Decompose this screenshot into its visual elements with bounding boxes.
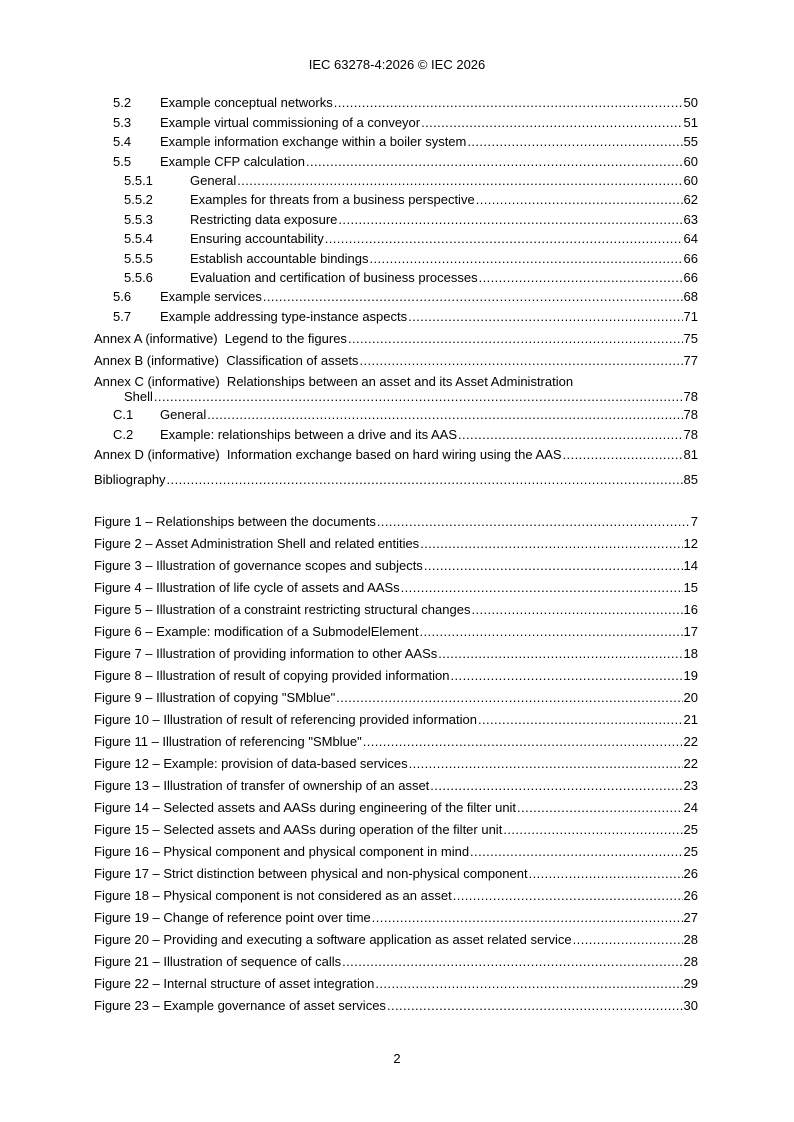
dot-leader xyxy=(471,599,682,621)
dot-leader xyxy=(237,171,682,190)
toc-number: 5.5.1 xyxy=(124,172,153,188)
toc-entry-bibliography[interactable] xyxy=(94,467,698,489)
toc-page: 60 xyxy=(683,172,698,188)
dot-leader xyxy=(306,152,683,171)
figure-title: Figure 21 – Illustration of sequence of calls xyxy=(94,954,342,969)
figure-entry[interactable] xyxy=(94,599,698,621)
dot-leader xyxy=(377,511,690,533)
toc-number: C.1 xyxy=(113,406,134,422)
toc-title: Examples for threats from a business perspective xyxy=(190,192,475,208)
figure-entry[interactable] xyxy=(94,665,698,687)
toc-number: 5.5.2 xyxy=(124,192,153,208)
figure-page: 7 xyxy=(690,514,698,529)
toc-entry-annex-a[interactable] xyxy=(94,326,698,348)
figure-title: Figure 19 – Change of reference point over time xyxy=(94,910,371,925)
toc-page: 60 xyxy=(683,153,698,169)
toc-title: Example virtual commissioning of a conveyor xyxy=(160,114,421,130)
figure-page: 22 xyxy=(683,756,698,771)
dot-leader xyxy=(375,973,682,995)
toc-page: 75 xyxy=(683,330,698,346)
toc-entry-5-6[interactable] xyxy=(94,287,698,306)
figure-page: 25 xyxy=(683,822,698,837)
figure-page: 22 xyxy=(683,734,698,749)
toc-number: 5.5.5 xyxy=(124,250,153,266)
toc-title: Example conceptual networks xyxy=(160,95,333,111)
dot-leader xyxy=(451,665,683,687)
figure-title: Figure 10 – Illustration of result of referencing provided information xyxy=(94,712,477,727)
dot-leader xyxy=(263,287,683,306)
toc-page: 50 xyxy=(683,95,698,111)
figure-entry[interactable] xyxy=(94,753,698,775)
toc-title: Example services xyxy=(160,289,262,305)
toc-page: 77 xyxy=(683,352,698,368)
figure-page: 29 xyxy=(683,976,698,991)
toc-title: Annex A (informative) Legend to the figures xyxy=(94,330,347,346)
figure-entry[interactable] xyxy=(94,533,698,555)
dot-leader xyxy=(478,709,683,731)
figure-entry[interactable] xyxy=(94,907,698,929)
figure-page: 28 xyxy=(683,954,698,969)
table-of-contents xyxy=(94,93,698,489)
toc-entry-5-4[interactable] xyxy=(94,132,698,151)
figure-entry[interactable] xyxy=(94,621,698,643)
toc-entry-5-5-2[interactable] xyxy=(94,190,698,209)
toc-entry-annex-b[interactable] xyxy=(94,348,698,370)
figure-entry[interactable] xyxy=(94,577,698,599)
dot-leader xyxy=(573,929,683,951)
toc-title: General xyxy=(160,406,207,422)
dot-leader xyxy=(401,577,683,599)
toc-entry-c-1[interactable] xyxy=(94,404,698,424)
toc-page: 68 xyxy=(683,289,698,305)
dot-leader xyxy=(479,268,683,287)
toc-page: 85 xyxy=(683,471,698,487)
toc-page: 63 xyxy=(683,211,698,227)
figure-entry[interactable] xyxy=(94,687,698,709)
dot-leader xyxy=(372,907,683,929)
figure-entry[interactable] xyxy=(94,511,698,533)
figure-page: 27 xyxy=(683,910,698,925)
toc-page: 62 xyxy=(683,192,698,208)
figure-title: Figure 9 – Illustration of copying "SMblue" xyxy=(94,690,336,705)
figure-entry[interactable] xyxy=(94,555,698,577)
toc-entry-annex-c[interactable] xyxy=(94,374,698,404)
toc-title: Ensuring accountability xyxy=(190,231,324,247)
dot-leader xyxy=(342,951,682,973)
toc-page: 66 xyxy=(683,269,698,285)
figure-entry[interactable] xyxy=(94,709,698,731)
figure-title: Figure 13 – Illustration of transfer of ownership of an asset xyxy=(94,778,430,793)
figure-entry[interactable] xyxy=(94,973,698,995)
figure-page: 21 xyxy=(683,712,698,727)
toc-entry-5-3[interactable] xyxy=(94,112,698,131)
figure-page: 30 xyxy=(683,998,698,1013)
dot-leader xyxy=(409,753,683,775)
figure-title: Figure 3 – Illustration of governance scopes and subjects xyxy=(94,558,423,573)
dot-leader xyxy=(467,132,682,151)
figure-page: 16 xyxy=(683,602,698,617)
dot-leader xyxy=(348,329,683,348)
toc-title: Establish accountable bindings xyxy=(190,250,369,266)
dot-leader xyxy=(359,351,682,370)
dot-leader xyxy=(363,731,683,753)
toc-entry-5-5-6[interactable] xyxy=(94,268,698,287)
toc-entry-c-2[interactable] xyxy=(94,424,698,444)
figure-title: Figure 22 – Internal structure of asset integration xyxy=(94,976,375,991)
dot-leader xyxy=(325,229,683,248)
dot-leader xyxy=(424,555,683,577)
toc-number: 5.5.4 xyxy=(124,231,153,247)
dot-leader xyxy=(438,643,682,665)
figure-title: Figure 2 – Asset Administration Shell and related entities xyxy=(94,536,420,551)
dot-leader xyxy=(503,819,682,841)
toc-page: 78 xyxy=(683,426,698,442)
figure-title: Figure 11 – Illustration of referencing "SMblue" xyxy=(94,734,362,749)
dot-leader xyxy=(334,93,683,112)
toc-title: Evaluation and certification of business processes xyxy=(190,269,478,285)
figure-title: Figure 17 – Strict distinction between physical and non-physical component xyxy=(94,866,528,881)
figure-title: Figure 8 – Illustration of result of copying provided information xyxy=(94,668,450,683)
toc-title: Annex D (informative) Information exchange based on hard wiring using the AAS xyxy=(94,446,562,462)
figure-entry[interactable] xyxy=(94,841,698,863)
figure-page: 14 xyxy=(683,558,698,573)
figure-title: Figure 18 – Physical component is not considered as an asset xyxy=(94,888,452,903)
toc-number: 5.5.6 xyxy=(124,269,153,285)
figure-title: Figure 16 – Physical component and physical component in mind xyxy=(94,844,470,859)
toc-title: Restricting data exposure xyxy=(190,211,338,227)
toc-title-continuation: Shell xyxy=(124,388,153,404)
dot-leader xyxy=(420,533,682,555)
figure-title: Figure 23 – Example governance of asset services xyxy=(94,998,386,1013)
toc-entry-5-5-4[interactable] xyxy=(94,229,698,248)
figure-title: Figure 14 – Selected assets and AASs during engineering of the filter unit xyxy=(94,800,517,815)
figure-entry[interactable] xyxy=(94,819,698,841)
toc-number: 5.5.3 xyxy=(124,211,153,227)
figure-page: 28 xyxy=(683,932,698,947)
figure-page: 18 xyxy=(683,646,698,661)
toc-number: C.2 xyxy=(113,426,134,442)
figure-title: Figure 5 – Illustration of a constraint restricting structural changes xyxy=(94,602,471,617)
toc-number: 5.3 xyxy=(113,114,132,130)
figure-title: Figure 6 – Example: modification of a SubmodelElement xyxy=(94,624,419,639)
toc-entry-annex-d[interactable] xyxy=(94,444,698,464)
toc-page: 71 xyxy=(683,308,698,324)
figure-entry[interactable] xyxy=(94,885,698,907)
toc-page: 78 xyxy=(683,388,698,404)
figure-page: 19 xyxy=(683,668,698,683)
page-header: IEC 63278-4:2026 © IEC 2026 xyxy=(308,57,486,72)
toc-number: 5.6 xyxy=(113,289,132,305)
figure-page: 26 xyxy=(683,888,698,903)
figure-entry[interactable] xyxy=(94,863,698,885)
figure-entry[interactable] xyxy=(94,951,698,973)
dot-leader xyxy=(430,775,682,797)
figure-page: 23 xyxy=(683,778,698,793)
figure-page: 15 xyxy=(683,580,698,595)
figure-entry[interactable] xyxy=(94,775,698,797)
toc-title: Example addressing type-instance aspects xyxy=(160,308,408,324)
toc-page: 81 xyxy=(683,446,698,462)
toc-title: Example: relationships between a drive and its AAS xyxy=(160,426,458,442)
toc-page: 78 xyxy=(683,406,698,422)
figure-page: 20 xyxy=(683,690,698,705)
toc-title: Example CFP calculation xyxy=(160,153,305,169)
figure-page: 26 xyxy=(683,866,698,881)
figure-title: Figure 20 – Providing and executing a software application as asset related service xyxy=(94,932,572,947)
dot-leader xyxy=(470,841,682,863)
toc-page: 66 xyxy=(683,250,698,266)
dot-leader xyxy=(529,863,683,885)
dot-leader xyxy=(421,113,682,132)
list-of-figures xyxy=(94,511,698,1017)
dot-leader xyxy=(154,389,683,404)
figure-page: 17 xyxy=(683,624,698,639)
toc-entry-5-5[interactable] xyxy=(94,151,698,170)
figure-title: Figure 15 – Selected assets and AASs during operation of the filter unit xyxy=(94,822,503,837)
dot-leader xyxy=(370,249,683,268)
figure-title: Figure 12 – Example: provision of data-based services xyxy=(94,756,408,771)
dot-leader xyxy=(419,621,682,643)
toc-title: Annex C (informative) Relationships between an asset and its Asset Administration xyxy=(94,373,574,389)
dot-leader xyxy=(336,687,682,709)
toc-entry-5-5-1[interactable] xyxy=(94,171,698,190)
toc-number: 5.5 xyxy=(113,153,132,169)
dot-leader xyxy=(167,470,683,489)
figure-entry[interactable] xyxy=(94,797,698,819)
dot-leader xyxy=(408,307,682,326)
toc-page: 51 xyxy=(683,114,698,130)
toc-number: 5.7 xyxy=(113,308,132,324)
toc-title: General xyxy=(190,172,237,188)
page-number: 2 xyxy=(393,1051,401,1066)
dot-leader xyxy=(476,190,683,209)
dot-leader xyxy=(517,797,682,819)
dot-leader xyxy=(453,885,683,907)
toc-entry-5-7[interactable] xyxy=(94,306,698,325)
figure-entry[interactable] xyxy=(94,643,698,665)
figure-title: Figure 7 – Illustration of providing information to other AASs xyxy=(94,646,438,661)
toc-number: 5.4 xyxy=(113,134,132,150)
toc-title: Bibliography xyxy=(94,471,166,487)
figure-title: Figure 4 – Illustration of life cycle of assets and AASs xyxy=(94,580,400,595)
dot-leader xyxy=(458,425,683,444)
figure-page: 12 xyxy=(683,536,698,551)
toc-title: Annex B (informative) Classification of assets xyxy=(94,352,359,368)
figure-page: 24 xyxy=(683,800,698,815)
figure-page: 25 xyxy=(683,844,698,859)
toc-page: 55 xyxy=(683,134,698,150)
dot-leader xyxy=(387,995,683,1017)
toc-page: 64 xyxy=(683,231,698,247)
toc-title: Example information exchange within a boiler system xyxy=(160,134,467,150)
toc-entry-5-2[interactable] xyxy=(94,93,698,112)
figure-entry[interactable] xyxy=(94,929,698,951)
toc-number: 5.2 xyxy=(113,95,132,111)
figure-entry[interactable] xyxy=(94,731,698,753)
dot-leader xyxy=(207,405,682,424)
dot-leader xyxy=(563,445,683,464)
toc-entry-5-5-3[interactable] xyxy=(94,209,698,228)
toc-entry-5-5-5[interactable] xyxy=(94,248,698,267)
figure-title: Figure 1 – Relationships between the documents xyxy=(94,514,376,529)
dot-leader xyxy=(338,210,682,229)
figure-entry[interactable] xyxy=(94,995,698,1017)
